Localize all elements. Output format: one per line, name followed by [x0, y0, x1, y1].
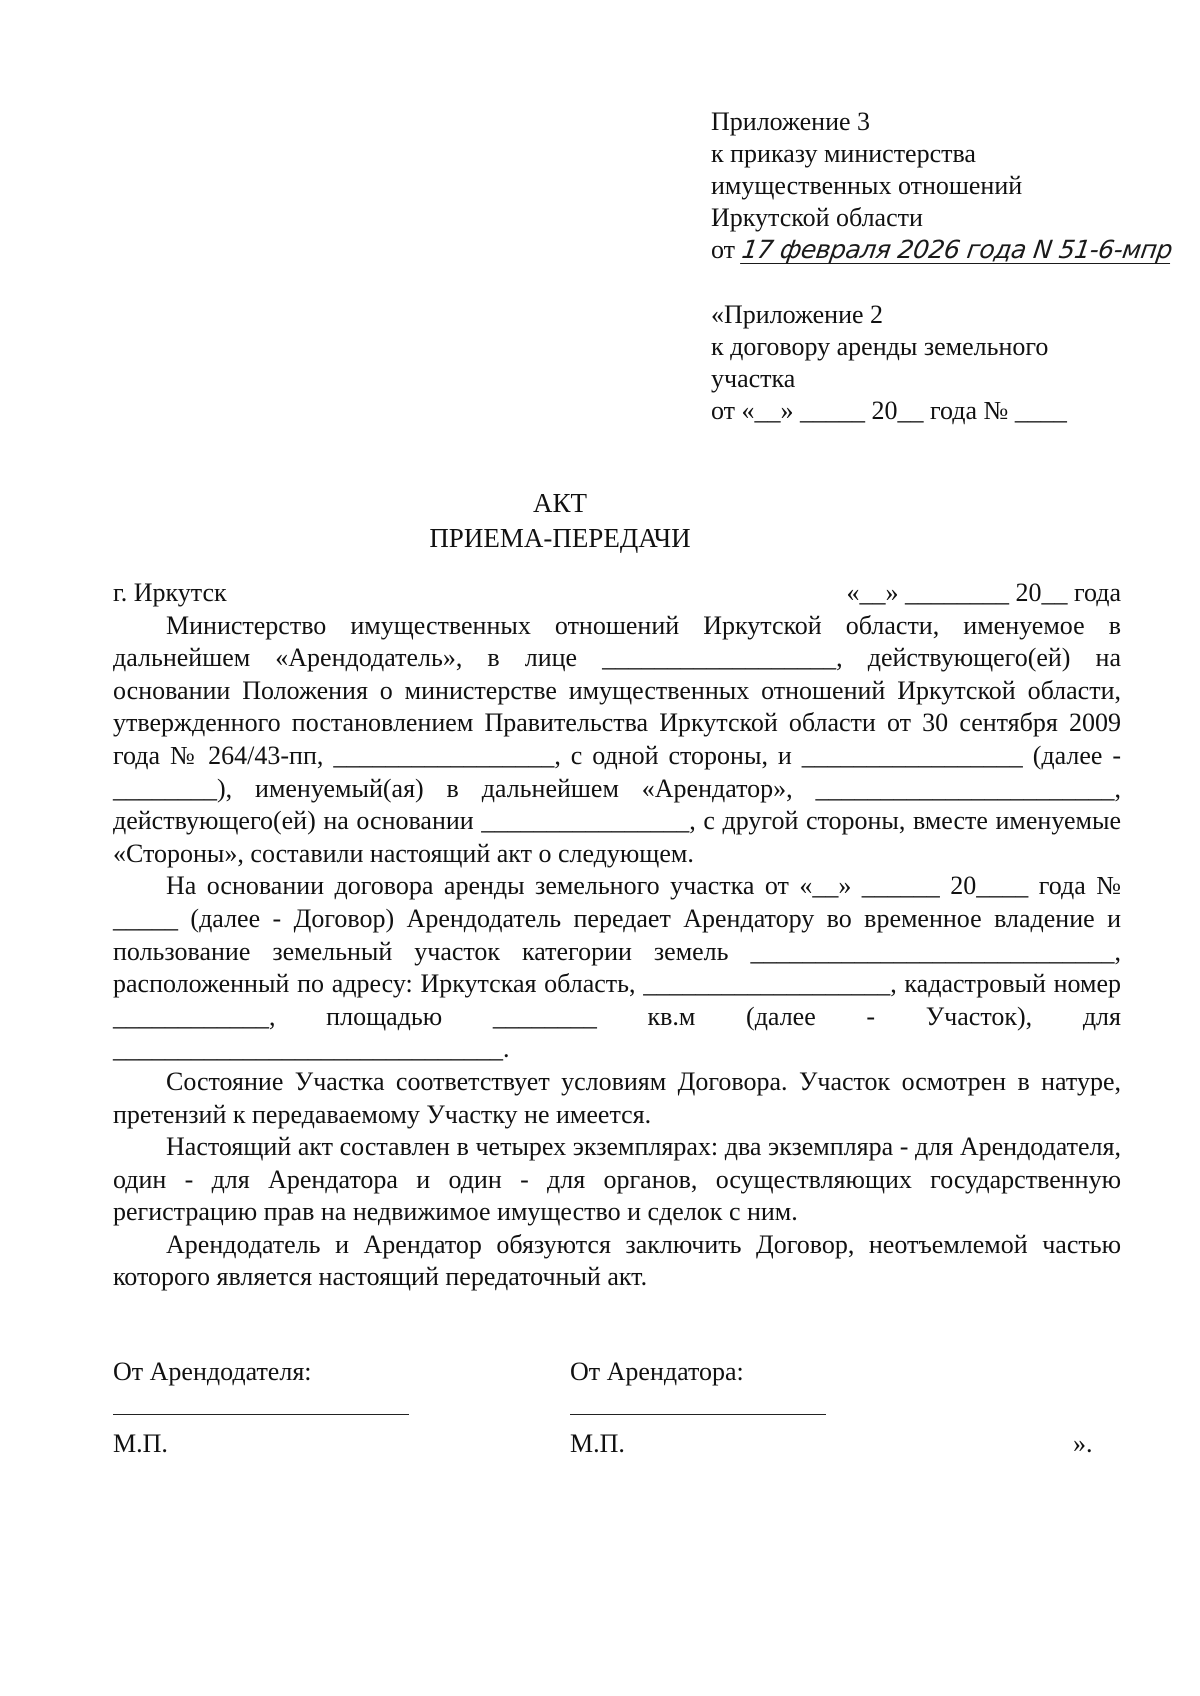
act-body — [113, 577, 1121, 1294]
appendix-header — [711, 106, 1174, 266]
handwritten-order-number: 17 февраля 2026 года N 51-6-мпр — [739, 235, 1174, 264]
lessee-signature-label: От Арендатора: — [570, 1357, 744, 1386]
lessor-signature-label: От Арендодателя: — [113, 1357, 312, 1386]
place-date-row — [113, 577, 1121, 610]
lessor-seal: М.П. — [113, 1429, 168, 1458]
paragraph-obligation: Арендодатель и Арендатор обязуются заключить Договор, неотъемлемой частью которого является настоящий передаточный акт. — [113, 1229, 1121, 1292]
header-line: «Приложение 2 — [711, 300, 884, 329]
header-line: к договору аренды земельного — [711, 332, 1049, 361]
paragraph-parties: Министерство имущественных отношений Иркутской области, именуемое в дальнейшем «Арендодатель», в лице __________________, действующего(ей) на основании Положения о министерстве имущественных отношений Иркутской области, утвержденного постановлением Правительства Иркутской области от 30 сентября 2009 года № 264/43-пп, _________________, с одной стороны, и _________________ (далее - ________), именуемый(ая) в дальнейшем «Арендатор», _______________________, действующего(ей) на основании ________________, с другой стороны, вместе именуемые «Стороны», составили настоящий акт о следующем. — [113, 610, 1121, 868]
closing-quote: ». — [1073, 1429, 1093, 1458]
header-line: Приложение 3 — [711, 107, 871, 136]
paragraph-condition: Состояние Участка соответствует условиям Договора. Участок осмотрен в натуре, претензий к передаваемому Участку не имеется. — [113, 1066, 1121, 1129]
paragraph-copies: Настоящий акт составлен в четырех экземплярах: два экземпляра - для Арендодателя, один - для Арендатора и один - для органов, осуществляющих государственную регистрацию прав на недвижимое имущество и сделок с ним. — [113, 1132, 1121, 1227]
header-line: имущественных отношений — [711, 171, 1023, 200]
city: г. Иркутск — [113, 578, 227, 607]
document-subtitle: ПРИЕМА-ПЕРЕДАЧИ — [429, 523, 691, 553]
header-line: от «__» _____ 20__ года № ____ — [711, 396, 1067, 425]
lessor-signature-line — [113, 1414, 409, 1415]
contract-appendix-header — [711, 299, 1171, 427]
paragraph-transfer: На основании договора аренды земельного участка от «__» ______ 20____ года № _____ (далее - Договор) Арендодатель передает Арендатору во временное владение и пользование земельный участок категории земель ____________________________, расположенный по адресу: Иркутская область, ___________________, кадастровый номер ____________, площадью ________ кв.м (далее - Участок), для ______________________________. — [113, 871, 1121, 1064]
header-line: к приказу министерства — [711, 139, 976, 168]
header-line: Иркутской области — [711, 203, 923, 232]
lessee-signature-line — [570, 1414, 826, 1415]
act-date: «__» ________ 20__ года — [846, 578, 1121, 607]
order-reference — [711, 234, 1174, 266]
header-line: участка — [711, 364, 796, 393]
document-title: АКТ — [533, 488, 587, 518]
lessee-seal: М.П. — [570, 1429, 625, 1458]
order-prefix: от — [711, 235, 736, 264]
